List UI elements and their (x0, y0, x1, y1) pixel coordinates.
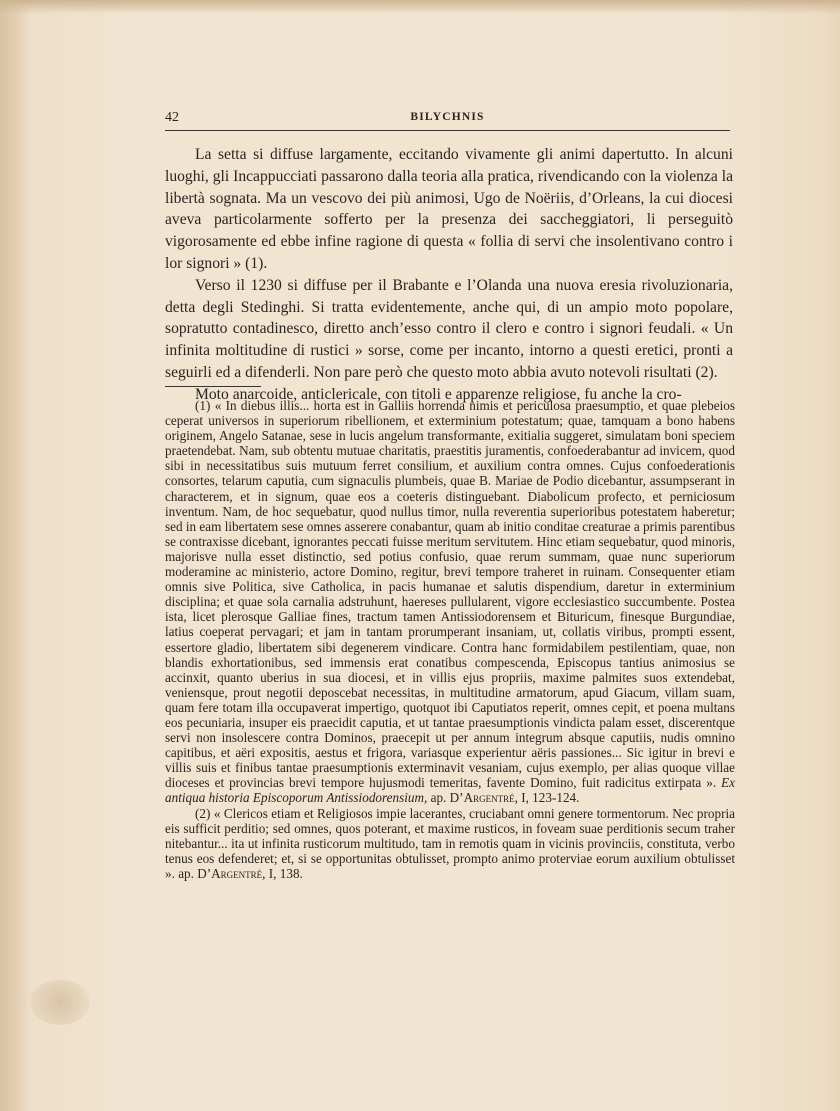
footnote-text: (1) « In diebus illis... horta est in Galliis horrenda nimis et periculosa praesumptio, et quae plebeios ceperat universos in superiorum ribellionem, et exterminium potestatum; quae, tamquam a bono habens originem, Angelo Satanae, sese in lucis angelum transformante, exitialia suggeret, simulatam boni speciem praetendebat. Nam, sub obtentu mutuae charitatis, praestitis juramentis, confoederabantur ad invicem, quod sibi in necessitatibus suis mutuum ferret consilium, et auxilium contra omnes. Cujus confoederationis consortes, telarum caputia, cum signaculis plumbeis, quae B. Mariae de Podio dicebantur, assumpserant in characterem, et in signum, quae eos a coeteris distinguebant. Diabolicum profecto, et perniciosum inventum. Nam, de hoc sequebatur, quod nullus timor, nulla reverentia superioribus potestatem haberetur; sed in eam libertatem sese omnes asserere conabantur, quam ab initio conditae creaturae a primis parentibus se contraxisse dicebant, ignorantes peccati fuisse meritum servitutem. Hinc etiam sequebatur, quod minoris, majorisve nulla esset distinctio, sed potius confusio, quae rerum summam, quae nunc superiorum moderamine ac ministerio, actore Domino, regitur, brevi tempore traheret in ruinam. Consequenter etiam omnis sive Politica, sive Catholica, in pacis humanae et salutis dispendium, daretur in exterminium disciplina; et quae sola carnalia adstruhunt, haereses pullularent, vigore ecclesiastico succumbente. Postea ista, licet plerosque Galliae fines, tractum tamen Antissiodorensem et Bituricum, finesque Burgundiae, latius coeperat pervagari; et jam in tantam prorumperant insaniam, ut, collatis viribus, prompti essent, essertore gladio, libertatem sibi degenerem vindicare. Contra hanc formidabilem pestilentiam, quae, non blandis exhortationibus, sed immensis erat conatibus compescenda, Episcopus tantius animosius se accinxit, quanto uberius in sua diocesi, et in villis ejus propriis, maxime palmites suos extendebat, veniensque, prout negotii deposcebat necessitas, in multitudine armatorum, apud Giacum, villam suam, quam fere totam illa occupaverat impertigo, quotquot ibi Caputiatos reperit, omnes cepit, et poena multans eos pecuniaria, insuper eis praecidit caputia, et ut tantae praesumptionis vindicta palam esset, discerentque servi non insolescere contra Dominos, praecepit ut per annum integrum absque caputiis, nudis omnino capitibus, et aëri expositis, aestus et frigora, variasque experientur aëris passiones... Sic igitur in brevi e villis suis et finibus tantae praesumptionis exterminavit vesaniam, cujus exemplo, per alias quoque villae dioceses et provincias brevi tempore hujusmodi temeritas, favente Domino, fuit radicitus extirpata ». (165, 398, 735, 791)
page-header (165, 110, 730, 131)
footnote-ref: , I, 123-124. (514, 790, 580, 806)
footnote-1 (165, 398, 735, 806)
page-number: 42 (165, 110, 179, 125)
footnote-separator (165, 386, 261, 387)
footnote-author: D’Argentré (197, 865, 263, 881)
running-title: BILYCHNIS (410, 111, 485, 123)
footnote-2 (165, 806, 735, 881)
paper-stain (30, 980, 90, 1025)
footnote-source: Ex antiqua historia Episcoporum Antissiodorensium, (165, 775, 735, 806)
footnote-ap: ap. (178, 865, 194, 881)
paper-edge-top (0, 0, 840, 14)
paragraph: La setta si diffuse largamente, eccitando vivamente gli animi dapertutto. In alcuni luoghi, gli Incappucciati passarono dalla teoria alla pratica, rivendicando con la violenza la libertà sognata. Ma un vescovo dei più animosi, Ugo de Noëriis, d’Orleans, la cui diocesi aveva particolarmente sofferto per la presenza dei saccheggiatori, li perseguitò vigorosamente ed ebbe infine ragione di questa « follia di servi che insolentivano contro i lor signori » (1). (165, 146, 733, 272)
paragraph: Moto anarcoide, anticlericale, con titoli e apparenze religiose, fu anche la cro- (195, 385, 682, 403)
paper-edge-left (0, 0, 30, 1111)
footnote-author: D’Argentré (449, 790, 515, 806)
footnote-ref: , I, 138. (262, 865, 303, 881)
main-text (165, 144, 733, 406)
paragraph: Verso il 1230 si diffuse per il Brabante e l’Olanda una nuova eresia rivoluzionaria, detta degli Stedinghi. Si tratta evidentemente, anche qui, di un ampio moto popolare, sopratutto contadinesco, diretto anch’esso contro il clero e contro i signori feudali. « Un infinita moltitudine di rustici » sorse, come per incanto, intorno a questi eretici, pronti a seguirli ed a difenderli. Non pare però che questo moto abbia avuto notevoli risultati (2). (165, 276, 733, 381)
footnotes (165, 398, 735, 881)
footnote-text: (2) « Clericos etiam et Religiosos impie lacerantes, cruciabant omni genere tormentorum. Nec propria eis sufficit perditio; sed omnes, quos poterant, et maxime rusticos, in foveam suae perditionis secum traher nitebantur... ita ut infinita rusticorum multitudo, tam in remotis quam in vicinis provinciis, constituta, verbo tenus eos defenderet; et, si se opportunitas obtulisset, prompto animo proterviae eorum auxilium obtulisset ». (165, 805, 735, 881)
footnote-ap: ap. (430, 790, 447, 806)
